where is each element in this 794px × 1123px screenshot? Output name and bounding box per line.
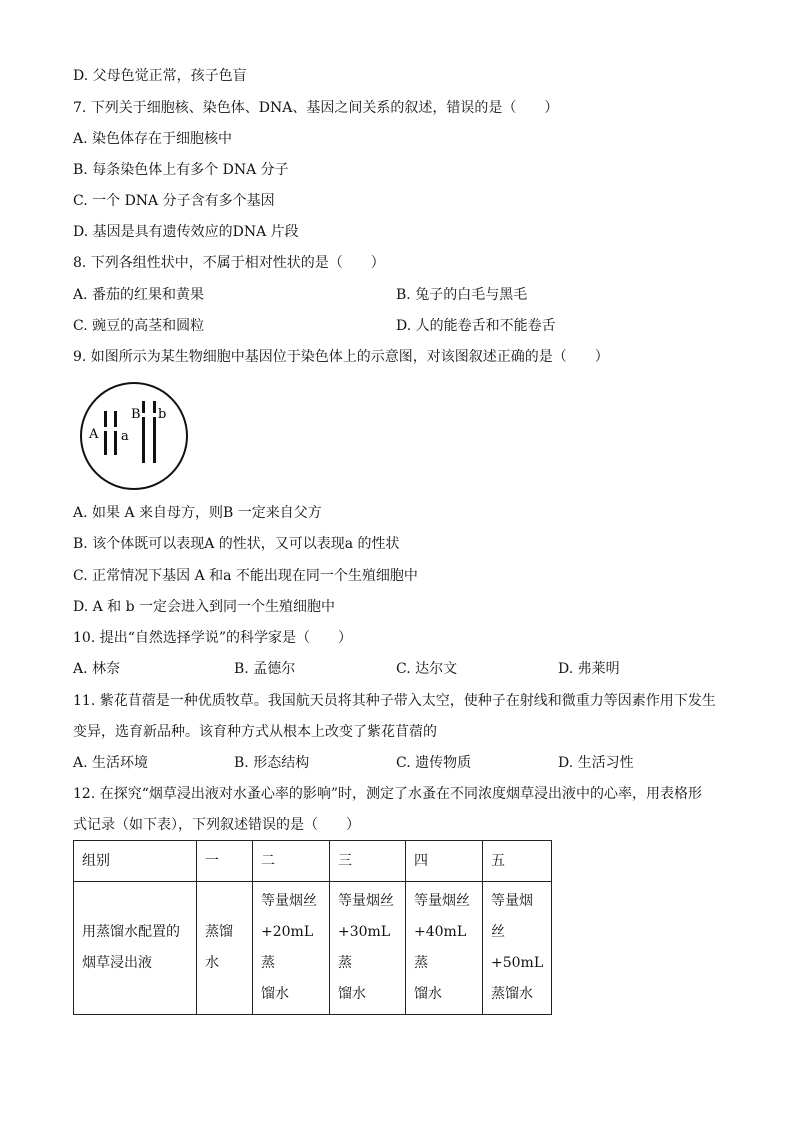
table-header-cell: 二 — [253, 841, 330, 882]
cell-line: 水 — [205, 955, 219, 971]
cell-line: 馏水 — [414, 986, 442, 1002]
cell-line: +50mL — [491, 955, 544, 971]
table-cell — [406, 882, 483, 1015]
table-header-row — [74, 841, 552, 882]
q8-option-d: D. 人的能卷舌和不能卷舌 — [396, 318, 556, 334]
question-12-line-1: 12. 在探究“烟草浸出液对水蚤心率的影响”时，测定了水蚤在不同浓度烟草浸出液中的心率，用表格形 — [73, 786, 703, 802]
table-cell — [483, 882, 552, 1015]
q11-option-d: D. 生活习性 — [558, 755, 634, 771]
q10-option-c: C. 达尔文 — [396, 661, 458, 677]
cell-line: 蒸馏 — [205, 924, 233, 940]
label-a: a — [121, 429, 129, 444]
cell-line: 等量烟丝 — [414, 893, 470, 909]
question-8: 8. 下列各组性状中，不属于相对性状的是（ ） — [73, 255, 385, 271]
cell-chromosome-figure — [78, 380, 198, 492]
chromosome-1 — [104, 411, 107, 455]
experiment-table — [73, 840, 552, 1015]
label-B: B — [131, 407, 141, 422]
q10-option-a: A. 林奈 — [73, 661, 121, 677]
q9-option-a: A. 如果 A 来自母方，则B 一定来自父方 — [73, 505, 322, 521]
gene-locus-a — [111, 427, 121, 431]
table-cell — [330, 882, 406, 1015]
chromosome-2 — [114, 411, 117, 455]
q11-options-row — [73, 753, 733, 773]
table-header-cell: 五 — [483, 841, 552, 882]
q9-option-c: C. 正常情况下基因 A 和a 不能出现在同一个生殖细胞中 — [73, 568, 418, 584]
q7-option-a: A. 染色体存在于细胞核中 — [73, 131, 233, 147]
cell-line: 馏水 — [261, 986, 289, 1002]
cell-line: 用蒸馏水配置的 — [82, 924, 180, 940]
q10-option-d: D. 弗莱明 — [558, 661, 620, 677]
question-10: 10. 提出“自然选择学说”的科学家是（ ） — [73, 630, 353, 646]
question-11-line-2: 变异，选育新品种。该育种方式从根本上改变了紫花苜蓿的 — [73, 724, 437, 740]
q10-options-row — [73, 659, 733, 679]
label-b: b — [158, 407, 167, 422]
question-12-line-2: 式记录（如下表），下列叙述错误的是（ ） — [73, 817, 360, 833]
cell-line: +30mL 蒸 — [338, 924, 391, 971]
q7-option-b: B. 每条染色体上有多个 DNA 分子 — [73, 162, 289, 178]
q7-option-c: C. 一个 DNA 分子含有多个基因 — [73, 193, 275, 209]
table-header-cell: 四 — [406, 841, 483, 882]
cell-line: 馏水 — [338, 986, 366, 1002]
question-9: 9. 如图所示为某生物细胞中基因位于染色体上的示意图，对该图叙述正确的是（ ） — [73, 349, 609, 365]
cell-line: +20mL 蒸 — [261, 924, 314, 971]
q8-options-row-2 — [73, 316, 733, 336]
gene-locus-A — [100, 427, 111, 431]
table-row — [74, 882, 552, 1015]
chromosome-4 — [153, 401, 156, 463]
cell-line: 等量烟丝 — [261, 893, 317, 909]
q11-option-a: A. 生活环境 — [73, 755, 149, 771]
q11-option-c: C. 遗传物质 — [396, 755, 472, 771]
chromosome-3 — [142, 401, 145, 463]
cell-line: 蒸馏水 — [491, 986, 533, 1002]
cell-line: 丝 — [491, 924, 505, 940]
question-11-line-1: 11. 紫花苜蓿是一种优质牧草。我国航天员将其种子带入太空，使种子在射线和微重力等因素作用下发生 — [73, 693, 716, 709]
q6-option-d: D. 父母色觉正常，孩子色盲 — [73, 68, 247, 84]
cell-line: 等量烟 — [491, 893, 533, 909]
q10-option-b: B. 孟德尔 — [234, 661, 296, 677]
q9-option-b: B. 该个体既可以表现A 的性状，又可以表现a 的性状 — [73, 536, 400, 552]
q8-options-row-1 — [73, 285, 733, 305]
table-header-cell: 组别 — [74, 841, 197, 882]
q8-option-a: A. 番茄的红果和黄果 — [73, 287, 205, 303]
cell-line: +40mL 蒸 — [414, 924, 467, 971]
q11-option-b: B. 形态结构 — [234, 755, 310, 771]
table-header-cell: 三 — [330, 841, 406, 882]
question-7: 7. 下列关于细胞核、染色体、DNA、基因之间关系的叙述，错误的是（ ） — [73, 100, 559, 116]
cell-line: 等量烟丝 — [338, 893, 394, 909]
q7-option-d: D. 基因是具有遗传效应的DNA 片段 — [73, 224, 299, 240]
label-A: A — [89, 427, 99, 442]
table-header-cell: 一 — [197, 841, 253, 882]
q8-option-c: C. 豌豆的高茎和圆粒 — [73, 318, 205, 334]
table-cell — [253, 882, 330, 1015]
table-cell — [197, 882, 253, 1015]
cell-line: 烟草浸出液 — [82, 955, 152, 971]
table-row-label — [74, 882, 197, 1015]
q9-option-d: D. A 和 b 一定会进入到同一个生殖细胞中 — [73, 599, 336, 615]
q8-option-b: B. 兔子的白毛与黑毛 — [396, 287, 528, 303]
